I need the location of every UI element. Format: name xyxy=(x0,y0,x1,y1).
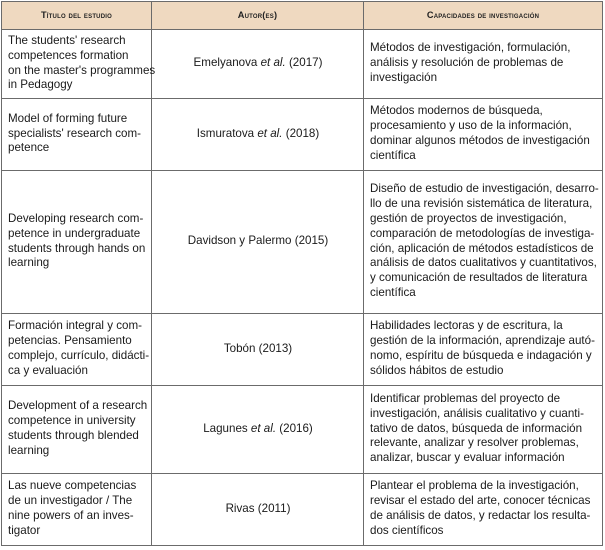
capabilities-line: análisis de datos cualitativos y cuantitativos, xyxy=(370,256,597,270)
author-cell xyxy=(152,386,364,474)
author-et-al: et al. xyxy=(250,421,277,435)
capabilities-line: relevante, analizar y resolver problemas, xyxy=(370,436,579,450)
capabilities-line: análisis y resolución de problemas de xyxy=(370,56,564,70)
capabilities-cell xyxy=(364,99,603,171)
study-title-line: in Pedagogy xyxy=(8,78,73,92)
study-title-line: The students' research xyxy=(8,33,126,47)
capabilities-line: procesamiento y uso de la información, xyxy=(370,119,572,133)
capabilities-line: y comunicación de resultados de literatura xyxy=(370,271,588,285)
author-name: Davidson y Palermo (2015) xyxy=(187,234,329,248)
study-title-line: Model of forming future xyxy=(8,111,128,125)
capabilities-line: sólidos hábitos de estudio xyxy=(370,363,504,377)
table-row xyxy=(2,474,603,546)
study-title-cell xyxy=(2,99,152,171)
capabilities-cell xyxy=(364,386,603,474)
table-row xyxy=(2,386,603,474)
author-et-al: et al. xyxy=(260,56,286,70)
author-et-al: et al. xyxy=(257,126,283,140)
study-title-line: students through blended xyxy=(8,429,139,442)
capabilities-line: tativo de datos, búsqueda de información xyxy=(370,421,583,435)
author-name: Emelyanova xyxy=(193,56,261,70)
author-cell xyxy=(152,314,364,386)
capabilities-line: gestión de la información, aprendizaje autó- xyxy=(370,334,595,348)
study-title-line: tigator xyxy=(8,523,41,537)
header-research-capabilities: Capacidades de investigación xyxy=(364,2,603,30)
capabilities-cell xyxy=(364,171,603,314)
capabilities-line: dominar algunos métodos de investigación xyxy=(370,134,590,147)
study-title-line: competence in university xyxy=(8,414,136,428)
capabilities-line: dos científicos xyxy=(370,523,444,537)
capabilities-line: revisar el estado del arte, conocer técnicas xyxy=(370,494,591,508)
capabilities-line: Diseño de estudio de investigación, desarro- xyxy=(370,181,599,195)
study-title-line: nine powers of an inves- xyxy=(8,509,134,522)
author-year: (2018) xyxy=(282,126,320,140)
author-name: Ismuratova xyxy=(196,126,258,140)
capabilities-line: Habilidades lectoras y de escritura, la xyxy=(370,319,563,333)
study-title-line: specialists' research com- xyxy=(8,126,142,140)
capabilities-line: científica xyxy=(370,148,416,162)
study-title-line: complejo, currículo, didácti- xyxy=(8,349,150,362)
capabilities-line: Métodos modernos de búsqueda, xyxy=(370,104,543,118)
capabilities-line: nomo, espíritu de búsqueda e indagación y xyxy=(370,349,592,362)
table-row xyxy=(2,30,603,99)
author-cell xyxy=(152,474,364,546)
author-year: (2017) xyxy=(285,56,323,70)
table-row xyxy=(2,314,603,386)
study-title-line: de un investigador / The xyxy=(8,494,133,508)
author-name: Rivas (2011) xyxy=(225,501,291,515)
author-name: Lagunes xyxy=(203,421,251,435)
capabilities-line: Identificar problemas del proyecto de xyxy=(370,391,561,405)
table-container xyxy=(1,1,604,548)
capabilities-line: científica xyxy=(370,286,416,300)
capabilities-line: gestión de proyectos de investigación, xyxy=(370,211,567,225)
study-title-line: Development of a research xyxy=(8,399,148,413)
study-title-line: petence in undergraduate xyxy=(8,226,141,240)
header-study-title: Título del estudio xyxy=(2,2,152,30)
author-cell xyxy=(152,171,364,314)
capabilities-cell xyxy=(364,30,603,99)
study-title-line: on the master's programmes xyxy=(8,63,156,77)
study-title-line: Formación integral y com- xyxy=(8,319,143,333)
capabilities-line: ción, aplicación de métodos estadísticos de xyxy=(370,241,594,255)
capabilities-line: investigación xyxy=(370,70,438,84)
study-title-cell xyxy=(2,474,152,546)
table-row xyxy=(2,171,603,314)
study-title-cell xyxy=(2,314,152,386)
capabilities-line: Métodos de investigación, formulación, xyxy=(370,41,571,55)
capabilities-cell xyxy=(364,474,603,546)
author-name: Tobón (2013) xyxy=(223,341,293,355)
study-title-line: petencias. Pensamiento xyxy=(8,334,132,348)
header-row xyxy=(2,2,603,30)
study-title-line: students through hands on xyxy=(8,241,146,255)
capabilities-line: llo de una revisión sistemática de literatura, xyxy=(370,196,593,210)
study-title-line: Las nueve competencias xyxy=(8,479,137,493)
table-row xyxy=(2,99,603,171)
study-title-cell xyxy=(2,386,152,474)
capabilities-line: analizar, buscar y evaluar información xyxy=(370,451,565,465)
study-title-line: Developing research com- xyxy=(8,211,144,225)
research-competences-table xyxy=(1,1,603,546)
study-title-line: learning xyxy=(8,443,50,457)
author-year: (2016) xyxy=(276,421,313,435)
capabilities-line: comparación de metodologías de investiga- xyxy=(370,226,595,240)
author-cell xyxy=(152,30,364,99)
study-title-line: learning xyxy=(8,256,50,270)
capabilities-line: Plantear el problema de la investigación, xyxy=(370,479,579,493)
study-title-cell xyxy=(2,30,156,99)
study-title-line: competences formation xyxy=(8,48,129,62)
capabilities-line: de análisis de datos, y redactar los resulta- xyxy=(370,509,591,522)
table-header xyxy=(2,2,603,30)
capabilities-cell xyxy=(364,314,603,386)
table-body xyxy=(2,30,603,546)
header-authors: Autor(es) xyxy=(152,2,364,30)
study-title-cell xyxy=(2,171,152,314)
study-title-line: petence xyxy=(8,141,50,155)
capabilities-line: investigación, análisis cualitativo y cuanti- xyxy=(370,406,584,420)
author-cell xyxy=(152,99,364,171)
study-title-line: ca y evaluación xyxy=(8,363,88,377)
